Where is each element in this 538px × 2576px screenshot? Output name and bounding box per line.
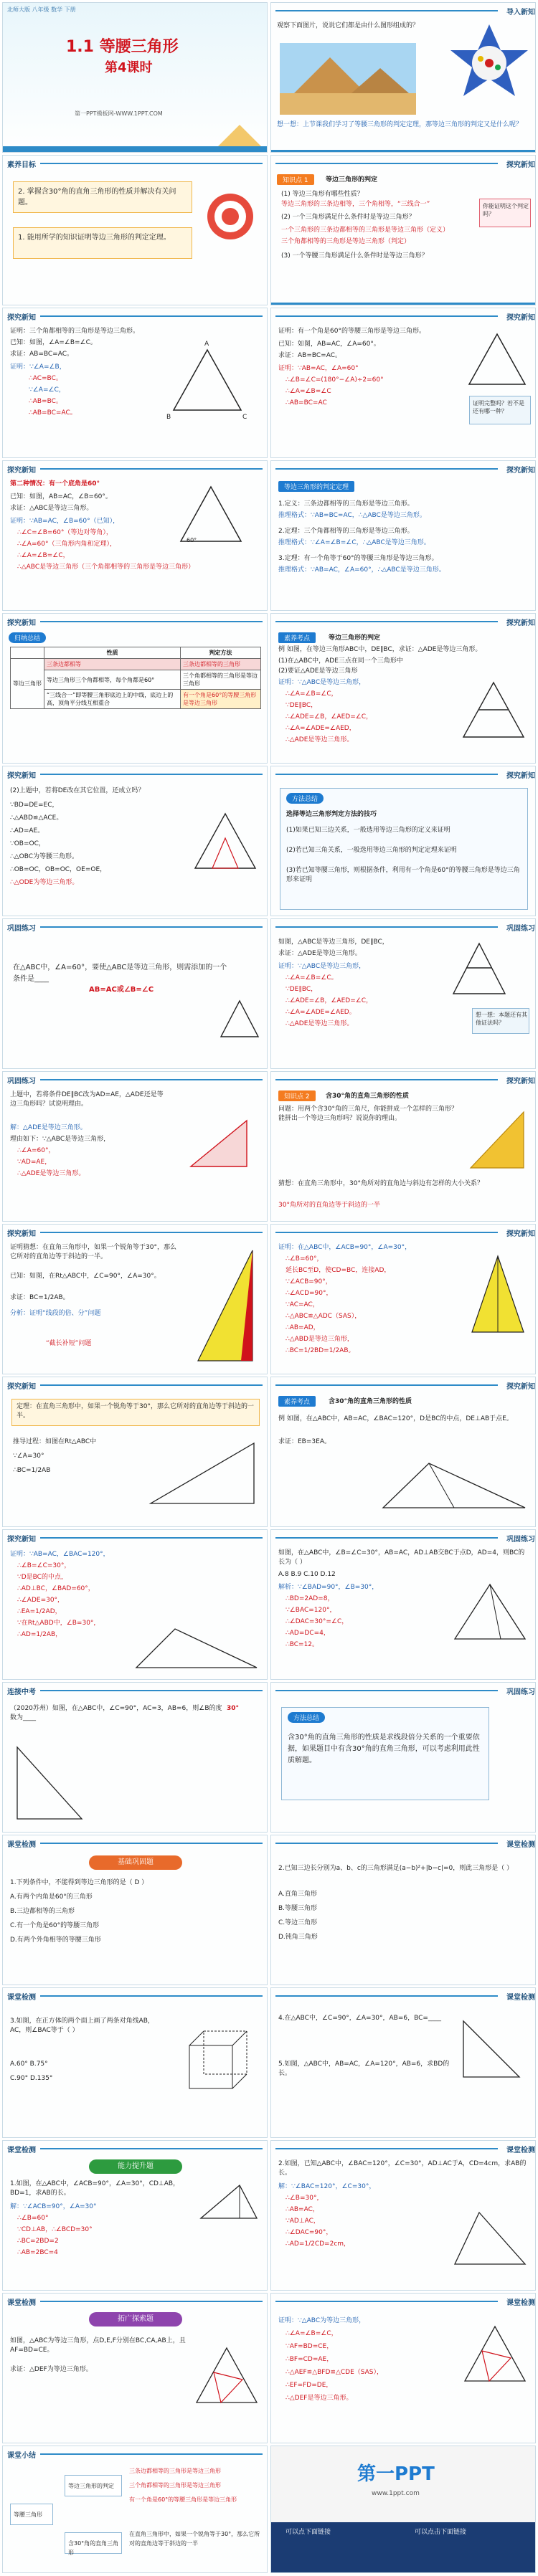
cover-header: 北师大版 八年级 数学 下册 — [7, 6, 76, 13]
s6-line: ∴AB=BC=AC — [285, 399, 327, 407]
s11-heading: 探究新知 — [7, 771, 36, 780]
slide-30-degree-theorem[interactable] — [2, 1377, 268, 1527]
s19-line: ∴BC=1/2AB — [13, 1467, 51, 1474]
s4-title: 等边三角形的判定 — [326, 176, 378, 184]
slide-cover[interactable] — [2, 2, 268, 153]
right-triangle-icon — [459, 2017, 524, 2081]
slide-method-30[interactable] — [270, 1682, 536, 1833]
s18-line: ∴∠ACD=90°， — [285, 1290, 333, 1297]
s22-line: ∴BC=12。 — [285, 1641, 319, 1648]
s30-line: ∴∠B=30°， — [285, 2195, 324, 2202]
s21-heading: 探究新知 — [7, 1535, 36, 1544]
triangle-icon — [450, 1580, 529, 1645]
s29-line: ∵CD⊥AB，∴∠BCD=30° — [17, 2226, 93, 2233]
s15-line: ∴∠A=60°， — [17, 1147, 55, 1154]
s14-line: 如图，△ABC是等边三角形，DE∥BC， — [278, 938, 389, 946]
cover-title-line2: 第4课时 — [105, 60, 153, 75]
s11-line: ∵OB=OC， — [10, 840, 45, 847]
s18-line: 延长BC至D，使CD=BC，连接AD， — [285, 1267, 391, 1274]
triangle-de-icon — [450, 941, 508, 998]
s20-line: 例 如图，在△ABC中，AB=AC，∠BAC=120°，D是BC的中点，DE⊥AB于点E。 — [278, 1415, 513, 1422]
cube-icon — [182, 2024, 254, 2096]
footer-link[interactable]: 可以点击下面链接 — [415, 2529, 467, 2536]
s16-title: 含30°角的直角三角形的性质 — [326, 1093, 410, 1100]
s10-line: ∴△ADE是等边三角形。 — [285, 736, 354, 743]
goals-heading: 素养目标 — [7, 161, 36, 169]
s22-line: ∵∠BAC=120°， — [285, 1607, 336, 1614]
slide-30-degree-proof[interactable] — [270, 1224, 536, 1374]
s10-line: (1)在△ABC中，ADE三点在同一个三角形中 — [278, 657, 403, 665]
s31-line: 如图，△ABC为等边三角形，点D,E,F分别在BC,CA,AB上，且AF=BD=CE。 — [10, 2337, 186, 2354]
s10-title: 等边三角形的判定 — [329, 635, 381, 642]
slide-30-degree-example[interactable] — [270, 1377, 536, 1527]
s8-line: 1.定义：三条边都相等的三角形是等边三角形。 — [278, 500, 414, 508]
s18-line: ∵AC=AC， — [285, 1301, 319, 1308]
s16-answer: 30°角所对的直角边等于斜边的一半 — [278, 1202, 380, 1209]
slide-30-degree-intro[interactable] — [270, 1071, 536, 1222]
s11-line: (2)上题中，若将DE改在其它位置，还成立吗？ — [10, 787, 145, 794]
s20-line: 求证：EB=3EA。 — [278, 1438, 331, 1445]
s22-line: 如图，在△ABC中，∠B=∠C=30°，AB=AC，AD⊥AB交BC于点D，AD=4，则BC的长为（ ） — [278, 1549, 525, 1566]
s30-line: ∴AD=1/2CD=2cm， — [285, 2240, 351, 2248]
s13-heading: 巩固练习 — [7, 924, 36, 933]
s7-line: ∴∠A=∠B=∠C， — [17, 552, 70, 559]
s31-heading: 课堂检测 — [7, 2299, 36, 2307]
slide-intro[interactable] — [270, 2, 536, 153]
cover-footer: 第一PPT模板网-WWW.1PPT.COM — [75, 110, 163, 117]
s13-answer: AB=AC或∠B=∠C — [89, 986, 154, 994]
table-cell: 三条边都相等 — [44, 659, 181, 670]
s15-line: 上题中，若将条件DE∥BC改为AD=AE，△ADE还是等边三角形吗？试说明理由。 — [10, 1091, 164, 1108]
method-box — [280, 788, 528, 910]
s5-line: 已知：如图，∠A=∠B=∠C。 — [10, 339, 97, 346]
pyramid-photo-icon — [280, 43, 416, 115]
s10-line: ∴∠A=∠B=∠C， — [285, 690, 338, 698]
s14-line: ∴∠A=∠ADE=∠AED。 — [285, 1009, 356, 1016]
slide-proof-three-angles[interactable] — [2, 308, 268, 458]
s22-line: ∴BD=2AD=8， — [285, 1595, 334, 1602]
s5-line: 求证：AB=BC=AC。 — [10, 351, 73, 358]
star-board-icon — [449, 23, 529, 103]
s26-heading: 课堂检测 — [506, 1840, 535, 1849]
s30-line: ∴AB=AC， — [285, 2206, 319, 2213]
table-row-label: 等边三角形 — [11, 659, 44, 709]
s27-heading: 课堂检测 — [7, 1993, 36, 2002]
s30-line: ∵AD⊥AC， — [285, 2218, 320, 2225]
mindmap-leaf: 在直角三角形中，如果一个锐角等于30°，那么它所对的直角边等于斜边的一半 — [129, 2531, 260, 2547]
s6-bubble: 证明完整吗？若不是还有哪一种？ — [469, 396, 531, 424]
s4-heading: 探究新知 — [506, 161, 535, 169]
intro-q1: 观察下面图片，说说它们都是由什么图形组成的？ — [277, 22, 420, 29]
s26-line: B.等腰三角形 — [278, 1905, 318, 1912]
s7-line: 第二种情况：有一个底角是60° — [10, 480, 100, 488]
slide-practice-de-parallel[interactable] — [270, 918, 536, 1069]
s32-line: ∴EF=FD=DE， — [285, 2382, 333, 2389]
s10-line: ∴∠ADE=∠B，∠AED=∠C， — [285, 713, 373, 721]
s20-tag: 素养考点 — [278, 1396, 316, 1407]
slide-practice-ad-ae[interactable] — [2, 1071, 268, 1222]
s31-line: 求证：△DEF为等边三角形。 — [10, 2366, 93, 2373]
s18-line: ∴∠B=60°， — [285, 1255, 324, 1263]
s15-line: 解：△ADE是等边三角形。 — [10, 1124, 87, 1131]
s25-line: C.有一个角是60°的等腰三角形 — [10, 1922, 100, 1929]
mindmap-leaf: 有一个角是60°的等腰三角形是等边三角形 — [129, 2496, 237, 2503]
triangle-icon — [197, 2181, 261, 2224]
s7-heading: 探究新知 — [7, 466, 36, 475]
brand-footer — [271, 2522, 536, 2572]
target-icon — [205, 191, 255, 242]
brand-url[interactable]: www.1ppt.com — [372, 2490, 420, 2497]
triangle-icon — [465, 331, 529, 389]
slide-exam-link[interactable] — [2, 1682, 268, 1833]
footer-link[interactable]: 可以点下面链接 — [285, 2529, 331, 2536]
s10-tag: 素养考点 — [278, 632, 316, 643]
s14-line: ∴∠A=∠B=∠C。 — [285, 974, 338, 982]
s29-line: ∴∠B=60° — [17, 2215, 49, 2222]
s5-line: 证明：∵∠A=∠B， — [10, 363, 66, 371]
brand-logo: 第一PPT — [357, 2463, 435, 2485]
cover-decoration-icon — [3, 125, 268, 153]
s24-tag: 方法总结 — [288, 1712, 325, 1723]
s18-line: ∴AB=AD， — [285, 1324, 320, 1331]
s8-line: 推理格式：∵AB=AC，∠A=60°，∴△ABC是等边三角形。 — [278, 566, 445, 574]
s21-line: ∴∠ADE=30°， — [17, 1597, 65, 1604]
s21-line: ∴∠B=∠C=30°， — [17, 1562, 71, 1569]
s10-line: ∴∠A=∠ADE=∠AED， — [285, 725, 356, 732]
s17-line: 证明猜想：在直角三角形中，如果一个锐角等于30°，那么它所对的直角边等于斜边的一半。 — [10, 1244, 176, 1260]
s12-line: (2)若已知三角关系，一般选用等边三角形的判定定理来证明 — [286, 847, 457, 854]
s17-line: 求证：BC=1/2AB。 — [10, 1294, 70, 1301]
slide-test-q2[interactable] — [270, 1835, 536, 1985]
s14-line: ∴∠ADE=∠B，∠AED=∠C， — [285, 997, 373, 1004]
s18-line: ∴△ABD是等边三角形， — [285, 1336, 354, 1343]
s21-line: ∵D是BC的中点， — [17, 1574, 67, 1581]
intro-heading: 导入新知 — [506, 8, 535, 16]
s18-heading: 探究新知 — [506, 1230, 535, 1238]
s7-line: ∴△ABC是等边三角形（三个角都相等的三角形是等边三角形） — [17, 564, 195, 571]
s10-line: 证明：∵△ABC是等边三角形， — [278, 679, 366, 686]
s8-line: 推理格式：∵AB=BC=AC，∴△ABC是等边三角形。 — [278, 512, 426, 519]
mindmap-branch: 等边三角形的判定 — [65, 2475, 122, 2496]
s5-line: ∵∠A=∠C， — [29, 386, 65, 394]
triangle-icon — [191, 809, 260, 874]
s15-line: 理由如下：∵△ABC是等边三角形， — [10, 1136, 110, 1143]
s26-line: D.钝角三角形 — [278, 1934, 318, 1941]
s9-heading: 探究新知 — [7, 619, 36, 627]
s30-heading: 课堂检测 — [506, 2146, 535, 2154]
s27-line: C.90° D.135° — [10, 2075, 53, 2082]
s24-line: 含30°角的直角三角形的性质是求线段倍分关系的一个重要依据，如果题目中有含30°角的直角三角形，可以考虑利用此性质解题。 — [288, 1734, 480, 1764]
s6-line: 证明：∵AB=AC，∠A=60° — [278, 365, 359, 372]
s11-line: ∵BD=DE=EC， — [10, 802, 59, 809]
s12-line: (3)若已知等腰三角形，则根据条件，利用有一个角是60°的等腰三角形是等边三角形来证明 — [286, 867, 520, 883]
s18-line: ∴△ABC≌△ADC（SAS）， — [285, 1313, 362, 1320]
s26-line: 2.已知三边长分别为a、b、c的三角形满足(a−b)²+|b−c|=0，则此三角形是（ ） — [278, 1865, 514, 1872]
slide-judgement-theorems[interactable] — [270, 460, 536, 611]
s9-table-title: 归纳总结 — [9, 632, 46, 643]
s8-line: 2.定理：三个角都相等的三角形是等边三角形。 — [278, 528, 414, 535]
triangle-icon — [175, 483, 247, 547]
s19-line: 推导过程：如图在Rt△ABC中 — [13, 1438, 97, 1445]
s4-line: 三个角都相等的三角形是等边三角形（判定） — [281, 238, 411, 245]
goal-item-2: 2. 掌握含30°角的直角三角形的性质并解决有关问题。 — [13, 181, 192, 213]
s21-line: ∴EA=1/2AD， — [17, 1608, 62, 1615]
table-header: 判定方法 — [181, 647, 261, 659]
triangle-icon — [450, 2205, 529, 2270]
s25-line: 1.下列条件中，不能得到等边三角形的是（ D ） — [10, 1879, 148, 1886]
s32-line: ∵AF=BD=CE， — [285, 2343, 334, 2350]
s5-line: ∴AB=BC=AC。 — [29, 409, 77, 417]
triangle-icon — [10, 1740, 89, 1826]
s28-line: 5.如图，△ABC中，AB=AC，∠A=120°，AB=6，求BD的长。 — [278, 2061, 450, 2077]
s20-title: 含30°角的直角三角形的性质 — [329, 1398, 412, 1405]
slide-summary[interactable] — [2, 2446, 268, 2573]
s32-heading: 课堂检测 — [506, 2299, 535, 2307]
s32-line: ∴△AEF≌△BFD≌△CDE（SAS）， — [285, 2369, 384, 2376]
set-square-icon — [466, 1108, 528, 1172]
s28-line: 4.在△ABC中，∠C=90°，∠A=30°，AB=6，BC=____ — [278, 2015, 441, 2022]
s30-line: ∴∠DAC=90°， — [285, 2229, 333, 2236]
s23-heading: 连接中考 — [7, 1688, 36, 1696]
s4-line: (1) 等边三角形有哪些性质？ — [281, 191, 364, 198]
tri-label: C — [242, 414, 247, 421]
s19-heading: 探究新知 — [7, 1382, 36, 1391]
s4-tag: 知识点 1 — [277, 174, 314, 185]
s18-line: ∴BC=1/2BD=1/2AB。 — [285, 1347, 355, 1354]
s26-line: C.等边三角形 — [278, 1919, 318, 1926]
s12-tag: 方法总结 — [286, 793, 324, 804]
s10-heading: 探究新知 — [506, 619, 535, 627]
s8-line: 3.定理：有一个角等于60°的等腰三角形是等边三角形。 — [278, 555, 438, 562]
triangle-icon — [132, 1623, 261, 1673]
s11-line: ∴OB=OC，OB=OC，OE=OE， — [10, 866, 107, 873]
triangle-icon — [379, 1456, 529, 1513]
s10-line: 例 如图，在等边三角形ABC中，DE∥BC，求证：△ADE是等边三角形。 — [278, 646, 482, 653]
s10-line: ∵DE∥BC， — [285, 702, 318, 709]
triangle-de-icon — [459, 678, 528, 743]
s20-heading: 探究新知 — [506, 1382, 535, 1391]
s29-tag: 能力提升题 — [89, 2159, 182, 2174]
triangle-icon — [218, 998, 261, 1041]
table-cell: 三个角都相等的三角形是等边三角形 — [181, 670, 261, 690]
s14-line: 求证：△ADE是等边三角形。 — [278, 950, 362, 957]
s23-answer: 30° — [227, 1705, 240, 1712]
s29-heading: 课堂检测 — [7, 2146, 36, 2154]
s32-line: ∴△DEF是等边三角形。 — [285, 2395, 353, 2402]
s16-tag: 知识点 2 — [278, 1090, 316, 1101]
s13-question: 在△ABC中，∠A=60°，要使△ABC是等边三角形，则需添加的一个条件是____ — [13, 964, 227, 983]
s4-line: 一个三角形的三条边都相等的三角形是等边三角形（定义） — [281, 227, 450, 234]
s18-line: 证明：在△ABC中，∠ACB=90°，∠A=30°， — [278, 1244, 412, 1251]
s8-line: 推理格式：∵∠A=∠B=∠C，∴△ABC是等边三角形。 — [278, 539, 430, 546]
s29-line: 解：∵∠ACB=90°，∠A=30° — [10, 2203, 97, 2210]
s29-line: ∴AB=2BC=4 — [17, 2249, 58, 2256]
s14-heading: 巩固练习 — [506, 924, 535, 933]
s4-line: (2) 一个三角形满足什么条件时是等边三角形？ — [281, 214, 415, 221]
slide-brand[interactable] — [270, 2446, 536, 2573]
right-triangle-icon — [146, 1437, 261, 1509]
s14-line: ∵DE∥BC， — [285, 986, 318, 993]
s19-line: ∵∠A=30° — [13, 1453, 44, 1460]
s25-line: A.有两个内角是60°的三角形 — [10, 1893, 93, 1901]
s33-heading: 课堂小结 — [7, 2451, 36, 2460]
s16-heading: 探究新知 — [506, 1077, 535, 1085]
s22-heading: 巩固练习 — [506, 1535, 535, 1544]
slide-test-extension[interactable] — [2, 2293, 268, 2443]
s31-tag: 拓广探索题 — [89, 2312, 182, 2327]
s8-heading: 探究新知 — [506, 466, 535, 475]
triangle-icon — [469, 1253, 527, 1339]
s4-line: 等边三角形的三条边相等，三个角相等，“三线合一” — [281, 201, 430, 208]
s4-bubble: 你能证明这个判定吗？ — [479, 199, 531, 227]
s15-line: ∴△ADE是等边三角形。 — [17, 1170, 85, 1177]
mindmap-branch: 含30°角的直角三角形 — [65, 2532, 122, 2554]
s28-heading: 课堂检测 — [506, 1993, 535, 2002]
s5-heading: 探究新知 — [7, 313, 36, 322]
s11-line: ∴△ABD≌△ACE。 — [10, 814, 63, 822]
s17-line: “截长补短”问题 — [46, 1340, 92, 1347]
s25-line: D.有两个外角相等的等腰三角形 — [10, 1936, 101, 1944]
nested-triangle-icon — [192, 2344, 261, 2408]
slide-proof-60-angle[interactable] — [270, 308, 536, 458]
mindmap-root: 等腰三角形 — [10, 2504, 53, 2525]
slide-practice-bc-length[interactable] — [270, 1529, 536, 1680]
s22-line: ∴AD=DC=4， — [285, 1630, 330, 1637]
s27-line: 3.如图，在正方体的两个面上画了两条对角线AB，AC，则∠BAC等于（ ） — [10, 2017, 154, 2034]
mindmap-leaf: 三条边都相等的三角形是等边三角形 — [129, 2468, 221, 2474]
s21-line: ∴AD⊥BC，∠BAD=60°， — [17, 1585, 95, 1592]
s14-line: ∴△ADE是等边三角形。 — [285, 1020, 354, 1027]
s7-line: 求证：△ABC是等边三角形。 — [10, 505, 93, 512]
table-cell: “三线合一”即等腰三角形底边上的中线，底边上的高，顶角平分线互相重合 — [44, 690, 181, 709]
slide-test-cube[interactable] — [2, 1987, 268, 2138]
s11-line: ∴AD=AE。 — [10, 827, 44, 835]
slide-30-degree-proof-setup[interactable] — [2, 1224, 268, 1374]
s6-line: ∴∠A=∠B=∠C — [285, 388, 331, 395]
tri-label: A — [204, 341, 209, 348]
s6-line: ∴∠B=∠C=(180°−∠A)÷2=60° — [285, 376, 384, 384]
s6-line: 求证：AB=BC=AC。 — [278, 352, 341, 359]
s25-line: B.三边都相等的三角形 — [10, 1908, 75, 1915]
table-cell: 三条边都相等的三角形 — [181, 659, 261, 670]
s12-line: (1)如果已知三边关系，一般选用等边三角形的定义来证明 — [286, 827, 450, 834]
s17-heading: 探究新知 — [7, 1230, 36, 1238]
s22-line: 解析：∵∠BAD=90°，∠B=30°， — [278, 1584, 379, 1591]
s7-line: 证明：∵AB=AC，∠B=60°（已知）， — [10, 518, 120, 525]
s8-tag: 等边三角形的判定定理 — [278, 481, 354, 492]
table-cell: 等边三角形三个角都相等，每个角都是60° — [44, 670, 181, 690]
slide-test-advanced-2[interactable] — [270, 2140, 536, 2291]
slide-30-degree-example-proof[interactable] — [2, 1529, 268, 1680]
s27-line: A.60° B.75° — [10, 2061, 48, 2068]
angle-label: 60° — [187, 537, 197, 543]
s16-line: 猜想：在直角三角形中，30°角所对的直角边与斜边有怎样的大小关系？ — [278, 1180, 483, 1187]
s12-line: 选择等边三角形判定方法的技巧 — [286, 811, 377, 818]
slide-test-basic[interactable] — [2, 1835, 268, 1985]
triangle-abc-icon — [168, 344, 247, 416]
s26-line: A.直角三角形 — [278, 1891, 317, 1898]
method-box — [281, 1707, 489, 1800]
s32-line: ∴BF=CD=AE， — [285, 2356, 334, 2363]
s6-line: 证明：有一个角是60°的等腰三角形是等边三角形。 — [278, 328, 425, 335]
s22-line: ∴∠DAC=30°=∠C， — [285, 1618, 349, 1625]
s21-line: ∴AD=1/2AB， — [17, 1631, 62, 1638]
s6-line: 已知：如图，AB=AC，∠A=60°。 — [278, 341, 380, 348]
s7-line: ∴∠C=∠B=60°（等边对等角）， — [17, 529, 113, 536]
s21-line: 证明：∵AB=AC，∠BAC=120°， — [10, 1551, 110, 1558]
summary-table — [10, 647, 261, 709]
s17-line: 分析：证明“线段的倍、分”问题 — [10, 1310, 101, 1317]
slide-goals[interactable] — [2, 155, 268, 305]
slide-summary-table[interactable] — [2, 613, 268, 764]
triangle-icon — [179, 1115, 258, 1172]
s21-line: ∵在Rt△ABD中，∠B=30°， — [17, 1620, 100, 1627]
slide-example-de-parallel[interactable] — [270, 613, 536, 764]
s16-line: 问题：用两个含30°角的三角尺，你能拼成一个怎样的三角形？能拼出一个等边三角形吗？说说你的理由。 — [278, 1106, 458, 1122]
s29-line: ∴BC=2BD=2 — [17, 2238, 59, 2245]
table-header: 性质 — [44, 647, 181, 659]
s14-line: 证明：∵△ABC是等边三角形， — [278, 963, 366, 970]
table-cell: 有一个角是60°的等腰三角形是等边三角形 — [181, 690, 261, 709]
slide-test-advanced-1[interactable] — [2, 2140, 268, 2291]
s23-question: （2020苏州）如图，在△ABC中，∠C=90°，AC=3，AB=6，则∠B的度数为____ — [10, 1705, 222, 1721]
goal-item-1: 1. 能用所学的知识证明等边三角形的判定定理。 — [13, 227, 192, 259]
s25-heading: 课堂检测 — [7, 1840, 36, 1849]
triangle-30-icon — [191, 1246, 260, 1368]
slide-equilateral-judgement[interactable] — [270, 155, 536, 305]
tri-label: B — [166, 414, 171, 421]
slide-test-q4-q5[interactable] — [270, 1987, 536, 2138]
s32-line: 证明：∵△ABC为等边三角形， — [278, 2317, 366, 2324]
s11-line: ∴△OBC为等腰三角形。 — [10, 853, 79, 860]
s17-line: 已知：如图，在Rt△ABC中，∠C=90°，∠A=30°。 — [10, 1273, 161, 1280]
s10-line: (2)要证△ADE是等边三角形 — [278, 667, 358, 675]
s24-heading: 巩固练习 — [506, 1688, 535, 1696]
s11-line: ∴△ODE为等边三角形。 — [10, 879, 79, 886]
s6-heading: 探究新知 — [506, 313, 535, 322]
s7-line: ∴∠A=60°（三角形内角和定理）， — [17, 541, 116, 548]
slide-method-summary[interactable] — [270, 766, 536, 916]
s22-line: A.8 B.9 C.10 D.12 — [278, 1571, 336, 1578]
s15-line: ∵AD=AE， — [17, 1159, 52, 1166]
s29-line: 1.如图，在△ABC中，∠ACB=90°，∠A=30°，CD⊥AB，BD=1，求AB的长。 — [10, 2180, 180, 2197]
s7-line: 已知：如图，AB=AC，∠B=60°。 — [10, 493, 112, 500]
s14-bubble: 想一想：本题还有其他证法吗？ — [472, 1008, 529, 1034]
s12-heading: 探究新知 — [506, 771, 535, 780]
mindmap-leaf: 三个角都相等的三角形是等边三角形 — [129, 2482, 221, 2489]
s5-line: ∴AC=BC。 — [29, 375, 62, 382]
theorem-box: 定理：在直角三角形中，如果一个锐角等于30°，那么它所对的直角边等于斜边的一半。 — [11, 1399, 260, 1426]
slide-test-extension-proof[interactable] — [270, 2293, 536, 2443]
s15-heading: 巩固练习 — [7, 1077, 36, 1085]
nested-triangle-icon — [461, 2322, 529, 2387]
s5-line: ∴AB=BC。 — [29, 398, 62, 405]
s25-tag: 基础巩固题 — [89, 1855, 182, 1870]
s4-line: (3) 一个等腰三角形满足什么条件时是等边三角形？ — [281, 252, 428, 260]
s30-line: 2.如图，已知△ABC中，∠BAC=120°，∠C=30°，AD⊥AC于A，CD=4cm，求AB的长。 — [278, 2160, 527, 2177]
s32-line: ∴∠A=∠B=∠C， — [285, 2330, 338, 2337]
s30-line: 解：∵∠BAC=120°，∠C=30°， — [278, 2183, 376, 2190]
slide-example-part2[interactable] — [2, 766, 268, 916]
s18-line: ∵∠ACB=90°， — [285, 1278, 332, 1285]
slide-base-angle-60[interactable] — [2, 460, 268, 611]
s5-line: 证明：三个角都相等的三角形是等边三角形。 — [10, 328, 140, 335]
cover-title-line1: 1.1 等腰三角形 — [66, 38, 179, 56]
intro-q2: 想一想：上节课我们学习了等腰三角形的判定定理，那等边三角形的判定又是什么呢？ — [277, 121, 523, 128]
slide-practice-add-condition[interactable] — [2, 918, 268, 1069]
